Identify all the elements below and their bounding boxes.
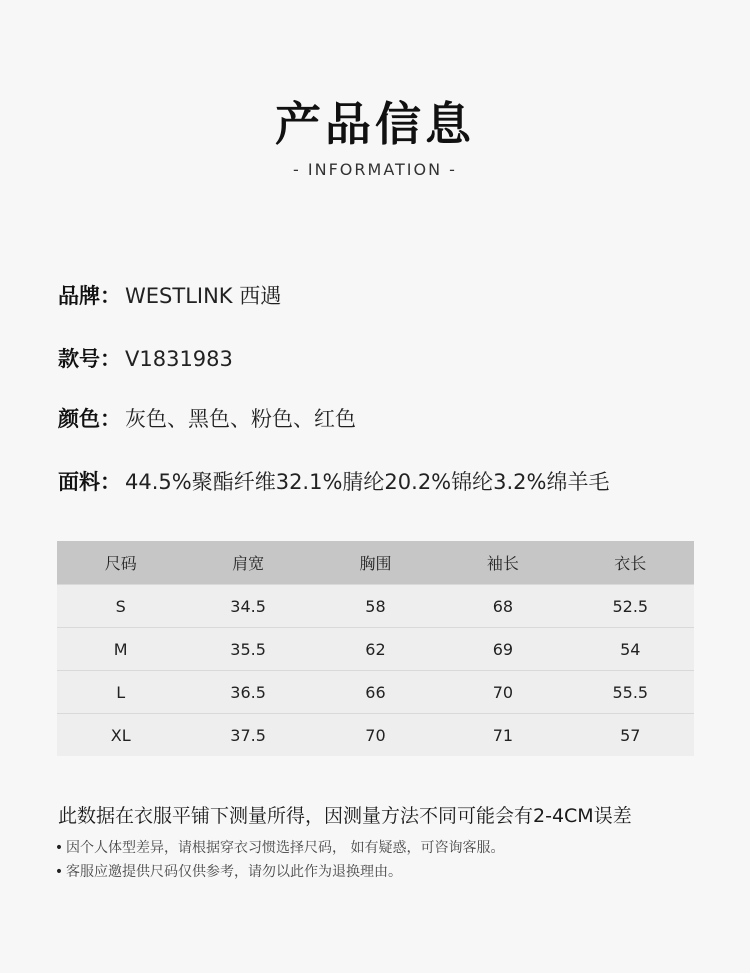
brand-label: 品牌： [58, 284, 121, 308]
size-table [57, 541, 694, 756]
note-text: 因个人体型差异，请根据穿衣习惯选择尺码， 如有疑惑，可咨询客服。 [66, 840, 505, 856]
note-text: 客服应邀提供尺码仅供参考，请勿以此作为退换理由。 [66, 864, 402, 880]
list-item [52, 860, 504, 884]
color-value: 灰色、黑色、粉色、红色 [125, 407, 356, 431]
table-cell: 66 [312, 671, 439, 714]
measurement-note: 此数据在衣服平铺下测量所得，因测量方法不同可能会有2-4CM误差 [58, 805, 632, 827]
table-cell: M [57, 628, 184, 671]
table-header-row [57, 541, 694, 585]
column-header: 衣长 [567, 541, 694, 585]
table-row [57, 628, 694, 671]
table-cell: XL [57, 714, 184, 757]
fabric-label: 面料： [58, 470, 121, 494]
column-header: 胸围 [312, 541, 439, 585]
bullet-icon: • [54, 840, 64, 856]
table-cell: 70 [312, 714, 439, 757]
style-number-value: V1831983 [125, 347, 233, 371]
color-row [58, 403, 356, 433]
brand-value: WESTLINK 西遇 [125, 284, 282, 308]
table-cell: S [57, 585, 184, 628]
brand-row [58, 280, 281, 310]
table-cell: 58 [312, 585, 439, 628]
table-cell: 55.5 [567, 671, 694, 714]
table-row [57, 714, 694, 757]
style-number-label: 款号： [58, 347, 121, 371]
table-cell: 52.5 [567, 585, 694, 628]
table-cell: 54 [567, 628, 694, 671]
list-item [52, 836, 504, 860]
table-cell: 37.5 [184, 714, 311, 757]
table-cell: 62 [312, 628, 439, 671]
fabric-row [58, 466, 610, 496]
column-header: 袖长 [439, 541, 566, 585]
table-cell: 70 [439, 671, 566, 714]
table-row [57, 585, 694, 628]
table-cell: 69 [439, 628, 566, 671]
column-header: 肩宽 [184, 541, 311, 585]
table-cell: L [57, 671, 184, 714]
table-cell: 57 [567, 714, 694, 757]
table-cell: 34.5 [184, 585, 311, 628]
table-cell: 68 [439, 585, 566, 628]
style-number-row [58, 343, 233, 373]
note-list [52, 836, 504, 884]
bullet-icon: • [54, 864, 64, 880]
table-cell: 35.5 [184, 628, 311, 671]
page-subtitle: - INFORMATION - [293, 160, 457, 179]
table-row [57, 671, 694, 714]
table-cell: 36.5 [184, 671, 311, 714]
color-label: 颜色： [58, 407, 121, 431]
page-title: 产品信息 [275, 97, 475, 151]
fabric-value: 44.5%聚酯纤维32.1%腈纶20.2%锦纶3.2%绵羊毛 [125, 470, 610, 494]
table-cell: 71 [439, 714, 566, 757]
column-header: 尺码 [57, 541, 184, 585]
